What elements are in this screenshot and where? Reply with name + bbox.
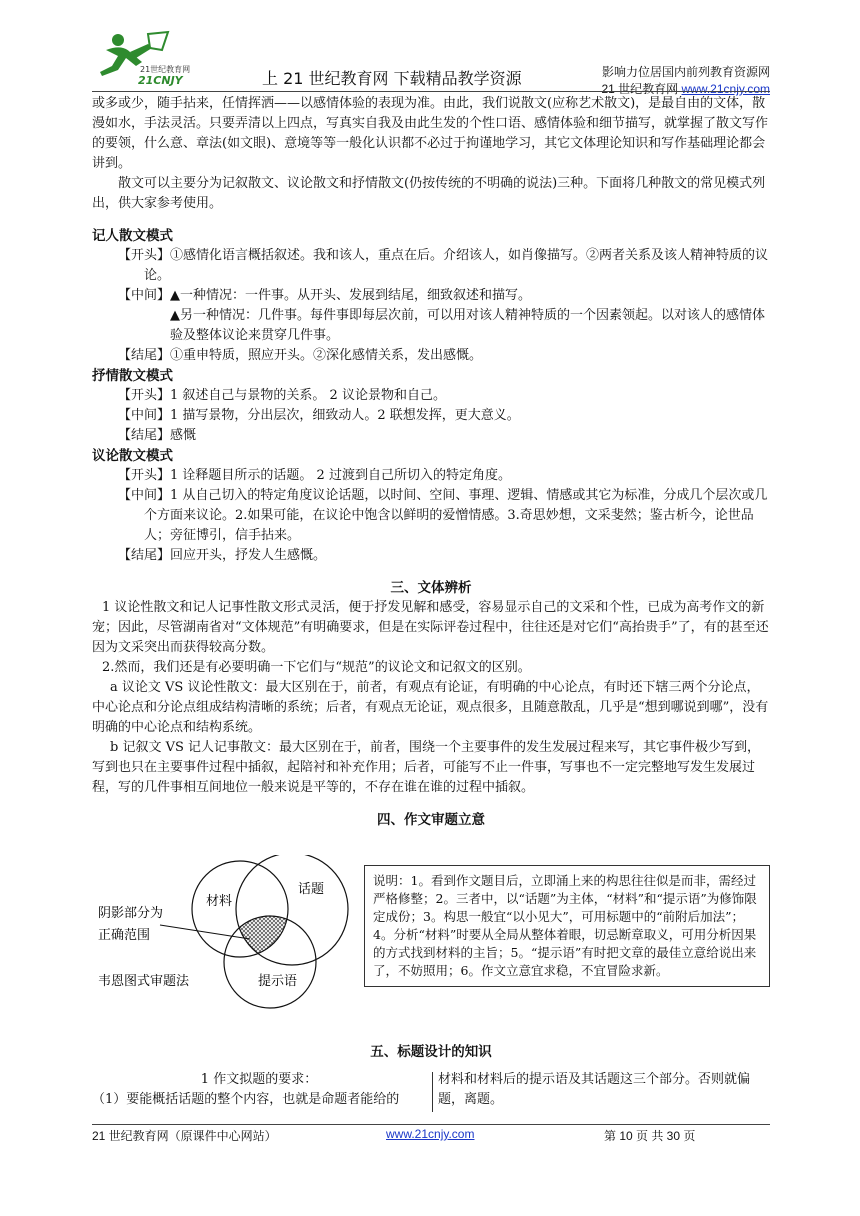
header-slogan-line2: 21 世纪教育网 [601,82,682,96]
header-title: 上 21 世纪教育网 下载精品教学资源 [262,69,522,88]
site-logo [92,28,202,88]
list-item: 【结尾】①重申特质，照应开头。②深化感情关系，发出感慨。 [118,348,483,363]
heading-genre-analysis: 三、文体辨析 [390,580,472,595]
paragraph: a 议论文 VS 议论性散文：最大区别在于，前者，有观点有论证，有明确的中心论点，有时还下辖三两个分论点，中心论点和分论点组成结构清晰的系统；后者，有观点无论证，观点很多，且随意散乱，几乎是“想到哪说到哪”，没有明确的中心论点和结构系统。 [92,680,769,735]
paragraph: 或多或少，随手拈来，任情挥洒——以感情体验的表现为准。由此，我们说散文(应称艺术散文)，是最自由的文体，散漫如水，手法灵活。只要弄清以上四点，写真实自我及由此生发的个性口语、感情体验和细节描写，就掌握了散文写作的要领，什么意、章法(如文眼)、意境等等一般化认识都不必过于拘谨地学习，其它文体理论知识和写作基础理论都会讲到。 [92,96,769,171]
list-item: 【开头】①感情化语言概括叙述。我和该人，重点在后。介绍该人，如肖像描写。②两者关系及该人精神特质的议论。 [118,248,769,283]
paragraph: 1 议论性散文和记人记事性散文形式灵活，便于抒发见解和感受，容易显示自己的文采和个性，已成为高考作文的新宠；因此，尽管湖南省对“文体规范”有明确要求，但是在实际评卷过程中，往往还是对它们“高抬贵手”了，有的甚至还因为文采突出而获得较高分数。 [92,600,769,655]
heading-topic-analysis: 四、作文审题立意 [377,812,485,827]
list-item: 【中间】1 从自己切入的特定角度议论话题，以时间、空间、事理、逻辑、情感或其它为标准，分成几个层次或几个方面来议论。2.如果可能，在议论中饱含以鲜明的爱憎情感。3.奇思妙想，文采斐然；鉴古析今，论世品人；旁征博引，信手拈来。 [118,488,768,543]
page-number: 第 10 页 共 30 页 [604,1129,696,1143]
venn-note-box: 说明：1。看到作文题目后，立即涌上来的构思往往似是而非，需经过严格修整；2。三者中，以“话题”为主体，“材料”和“提示语”为修饰限定成份；3。构思一般宜“以小见大”，可用标题中的“前附后加法”；4。分析“材料”时要从全局从整体着眼，切忌断章取义，可用分析因果的方式找到材料的主旨；5。“提示语”有时把文章的最佳立意给说出来了，不妨照用；6。作文立意宜求稳，不宜冒险求新。 [364,865,770,987]
section-title-lyric: 抒情散文模式 [92,368,173,383]
right-column: 材料和材料后的提示语及其话题这三个部分。否则就偏题，离题。 [438,1072,751,1107]
list-item: 【中间】1 描写景物，分出层次，细致动人。2 联想发挥，更大意义。 [118,408,520,423]
list-item: 【结尾】感慨 [118,428,197,443]
left-column [92,1070,426,1110]
footer-link[interactable]: www.21cnjy.com [386,1127,475,1141]
venn-shade-label2: 正确范围 [98,928,151,943]
list-item: 【中间】▲一种情况：一件事。从开头、发展到结尾，细致叙述和描写。 [118,288,531,303]
venn-diagram-section [92,855,772,1025]
logo-text-top: 21世纪教育网 [140,65,191,74]
footer-site: 21 世纪教育网（原课件中心网站） [92,1129,277,1143]
venn-diagram [92,855,364,1025]
list-item: 【开头】1 诠释题目所示的话题。 2 过渡到自己所切入的特定角度。 [118,468,511,483]
venn-label-material: 材料 [206,894,233,909]
venn-method-label: 韦恩图式审题法 [98,974,190,989]
heading-title-design: 五、标题设计的知识 [370,1044,492,1059]
list-item: ▲另一种情况：几件事。每件事即每层次前，可以用对该人精神特质的一个因素领起。以对该人的感情体验及整体议论来贯穿几件事。 [170,308,765,343]
two-column-text [92,1070,770,1116]
logo-text-bottom: 21CNJY [138,74,183,87]
section-title-argument: 议论散文模式 [92,448,173,463]
venn-shade-label1: 阴影部分为 [98,906,164,921]
section-title-narrative: 记人散文模式 [92,228,173,243]
list-item: 【开头】1 叙述自己与景物的关系。 2 议论景物和自己。 [118,388,446,403]
header-slogan-line1: 影响力位居国内前列教育资源网 [601,65,770,79]
header-slogan [601,64,770,98]
left-column-line2: （1）要能概括话题的整个内容，也就是命题者能给的 [92,1092,400,1107]
paragraph: b 记叙文 VS 记人记事散文：最大区别在于，前者，围绕一个主要事件的发生发展过程来写，其它事件极少写到，写到也只在主要事件过程中插叙，起陪衬和补充作用；后者，可能写不止一件事，写事也不一定完整地写发生发展过程，写的几件事相互间地位一般来说是平等的，不存在谁在谁的过程中插叙。 [92,740,761,795]
header-divider [92,91,770,92]
paragraph: 散文可以主要分为记叙散文、议论散文和抒情散文(仍按传统的不明确的说法)三种。下面将几种散文的常见模式列出，供大家参考使用。 [92,176,766,211]
venn-circle-material [192,861,288,957]
left-column-line1: 1 作文拟题的要求： [200,1072,318,1087]
page-header [92,28,770,96]
footer-divider [92,1124,770,1125]
venn-circle-topic [236,855,348,965]
paragraph: 2.然而，我们还是有必要明确一下它们与“规范”的议论文和记叙文的区别。 [102,660,531,675]
header-link[interactable]: www.21cnjy.com [681,82,770,96]
article-body [92,94,770,830]
pointer-line [160,925,250,939]
column-divider [432,1072,433,1112]
venn-label-prompt: 提示语 [258,974,298,989]
list-item: 【结尾】回应开头，抒发人生感慨。 [118,548,327,563]
venn-label-topic: 话题 [298,882,325,897]
